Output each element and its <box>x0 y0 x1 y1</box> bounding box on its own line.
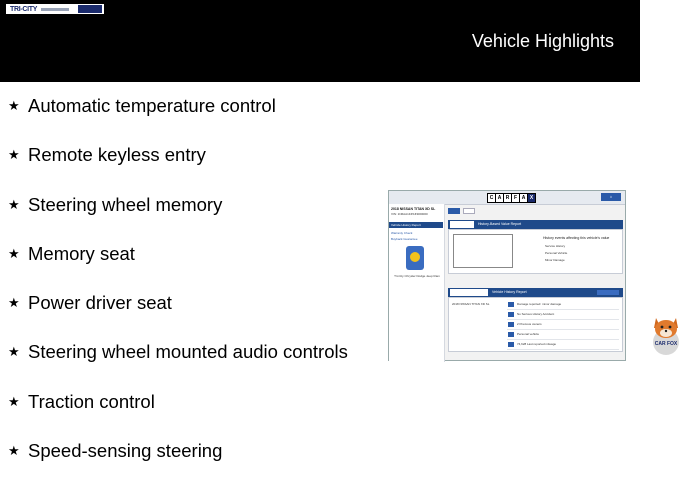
report-row <box>507 340 619 350</box>
vehicle-use-icon <box>508 332 514 337</box>
history-row: Personal Vehicle <box>545 251 568 255</box>
carfax-mini-logo <box>450 289 488 296</box>
carfax-logo-letter: A <box>495 193 504 203</box>
list-item <box>8 291 348 340</box>
carfax-button-group <box>448 208 475 214</box>
star-icon: ★ <box>8 147 20 163</box>
feature-label: Remote keyless entry <box>28 144 206 166</box>
report-row-label: No Serious History Accident <box>517 312 555 316</box>
carfax-topbar <box>389 191 625 205</box>
sidebar-item-history-report[interactable]: Vehicle History Report <box>389 222 443 228</box>
report-rows <box>507 300 619 350</box>
star-icon: ★ <box>8 295 20 311</box>
star-icon: ★ <box>8 443 20 459</box>
history-report-label: Vehicle History Report <box>492 290 527 294</box>
feature-label: Steering wheel mounted audio controls <box>28 341 348 363</box>
history-row: Service History <box>545 244 566 248</box>
list-item <box>8 439 348 488</box>
feature-label: Power driver seat <box>28 292 172 314</box>
report-row-label: 74,628 Last reported mileage <box>517 342 557 346</box>
carfax-logo <box>487 193 535 203</box>
carfax-logo-letter: X <box>527 193 536 203</box>
list-item <box>8 143 348 192</box>
report-row <box>507 300 619 310</box>
list-item <box>8 94 348 143</box>
history-report-panel <box>448 297 623 352</box>
star-icon: ★ <box>8 245 20 261</box>
feature-label: Automatic temperature control <box>28 95 276 116</box>
star-icon: ★ <box>8 98 20 113</box>
carfax-secondary-button[interactable] <box>463 208 475 214</box>
damage-icon <box>508 302 514 307</box>
header-bar <box>0 0 640 82</box>
star-icon: ★ <box>8 344 20 360</box>
list-item <box>8 390 348 439</box>
value-graph <box>453 234 513 268</box>
feature-label: Traction control <box>28 390 155 412</box>
report-row-label: 2 Previous owners <box>517 322 542 326</box>
list-item <box>8 242 348 291</box>
accident-icon <box>508 312 514 317</box>
feature-label: Speed-sensing steering <box>28 440 223 462</box>
vehicle-title: 2018 NISSAN TITAN XD SL <box>391 207 436 211</box>
dealer-name: Tri-City Chrysler Dodge Jeep Ram <box>394 274 440 278</box>
carfax-logo-letter: R <box>503 193 512 203</box>
report-row <box>507 320 619 330</box>
carfox-mascot-icon <box>651 312 681 356</box>
carfax-badge-icon <box>406 246 424 270</box>
vehicle-vin: VIN: 1N6AA1F45JN000000 <box>391 212 428 216</box>
carfax-logo-letter: C <box>487 193 496 203</box>
sidebar-item-buyback[interactable]: Buyback Guarantee <box>391 237 418 241</box>
report-vehicle-info: 2018 NISSAN TITAN XD SL <box>452 302 490 306</box>
report-row-label: Personal vehicle <box>517 332 540 336</box>
report-row-label: Damage reported: minor damage <box>517 302 562 306</box>
report-row <box>507 330 619 340</box>
home-icon[interactable]: ⌂ <box>601 193 621 201</box>
carfax-logo-letter: F <box>511 193 520 203</box>
value-report-panel <box>448 229 623 274</box>
sidebar-item-warranty[interactable]: Warranty Check <box>391 231 413 235</box>
carfax-mini-logo <box>450 221 474 228</box>
carfax-main <box>446 204 678 362</box>
carfax-logo-letter: A <box>519 193 528 203</box>
page-title: Vehicle Highlights <box>471 31 614 51</box>
features-list <box>8 94 348 488</box>
report-row <box>507 310 619 320</box>
carfax-report-thumbnail[interactable] <box>388 190 678 361</box>
logo-tagline-strip <box>41 8 69 11</box>
list-item <box>8 340 348 389</box>
value-report-bar <box>448 220 623 229</box>
mascot-shirt-text: CAR FOX <box>654 341 678 347</box>
feature-label: Memory seat <box>28 242 135 264</box>
value-report-label: History-Based Value Report <box>478 222 522 226</box>
badge-seal-icon <box>410 252 420 262</box>
history-row: Minor Damage <box>545 258 565 262</box>
star-icon: ★ <box>8 196 20 212</box>
report-tag <box>597 290 619 295</box>
carfax-sidebar <box>389 204 445 362</box>
odometer-icon <box>508 342 514 347</box>
history-title: History events affecting this vehicle's value <box>543 236 610 240</box>
dealer-logo[interactable] <box>6 4 104 14</box>
logo-contact-block <box>78 5 102 13</box>
owners-icon <box>508 322 514 327</box>
history-report-bar <box>448 288 623 297</box>
list-item <box>8 193 348 242</box>
feature-label: Steering wheel memory <box>28 193 223 215</box>
star-icon: ★ <box>8 393 20 409</box>
carfax-primary-button[interactable] <box>448 208 460 214</box>
dealer-logo-text: TRI-CITY <box>10 5 38 13</box>
